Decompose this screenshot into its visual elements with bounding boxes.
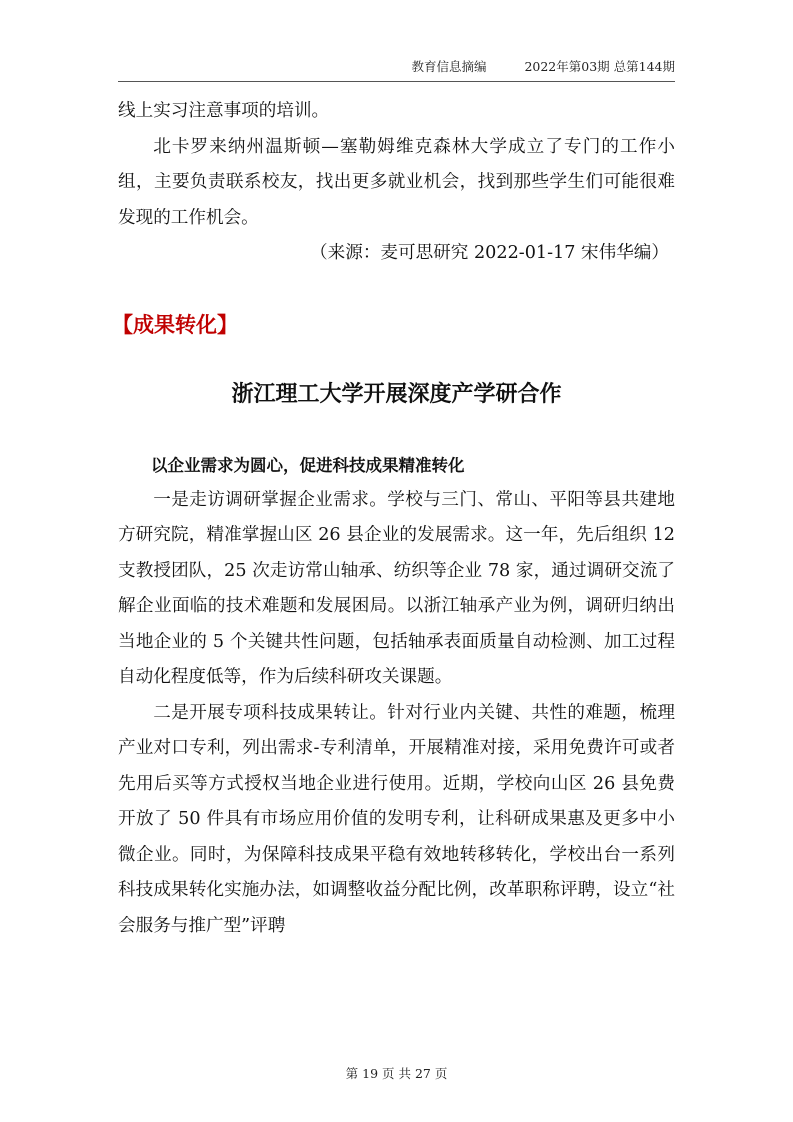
paragraph-unc: 北卡罗来纳州温斯顿—塞勒姆维克森林大学成立了专门的工作小组，主要负责联系校友，找出更多就业机会，找到那些学生们可能很难发现的工作机会。 <box>118 136 675 228</box>
paragraph-1: 一是走访调研掌握企业需求。学校与三门、常山、平阳等县共建地方研究院，精准掌握山区 26 县企业的发展需求。这一年，先后组织 12 支教授团队，25 次走访常山轴承、纺织等企业 78 家，通过调研交流了解企业面临的技术难题和发展困局。以浙江轴承产业为例，调研归纳出当地企业的 5 个关键共性问题，包括轴承表面质量自动检测、加工过程自动化程度低等，作为后续科研攻关课题。 <box>118 489 675 687</box>
page-content <box>112 94 675 944</box>
header-divider <box>118 81 675 82</box>
issue-number: 2022年第03期 总第144期 <box>524 59 675 74</box>
source-citation: （来源：麦可思研究 2022-01-17 宋伟华编） <box>310 243 669 263</box>
article-title: 浙江理工大学开展深度产学研合作 <box>231 381 562 407</box>
page-header <box>411 57 675 75</box>
continued-paragraph: 线上实习注意事项的培训。 <box>118 101 330 121</box>
paragraph-2: 二是开展专项科技成果转让。针对行业内关键、共性的难题，梳理产业对口专利，列出需求-专利清单，开展精准对接，采用免费许可或者先用后买等方式授权当地企业进行使用。近期，学校向山区 26 县免费开放了 50 件具有市场应用价值的发明专利，让科研成果惠及更多中小微企业。同时，为保障科技成果平稳有效地转移转化，学校出台一系列科技成果转化实施办法，如调整收益分配比例，改革职称评聘，设立“社会服务与推广型”评聘 <box>118 702 675 936</box>
page-footer: 第 19 页 共 27 页 <box>345 1066 448 1081</box>
subheading: 以企业需求为圆心，促进科技成果精准转化 <box>151 455 465 475</box>
section-tag: 【成果转化】 <box>112 312 238 337</box>
publication-name: 教育信息摘编 <box>411 59 487 74</box>
